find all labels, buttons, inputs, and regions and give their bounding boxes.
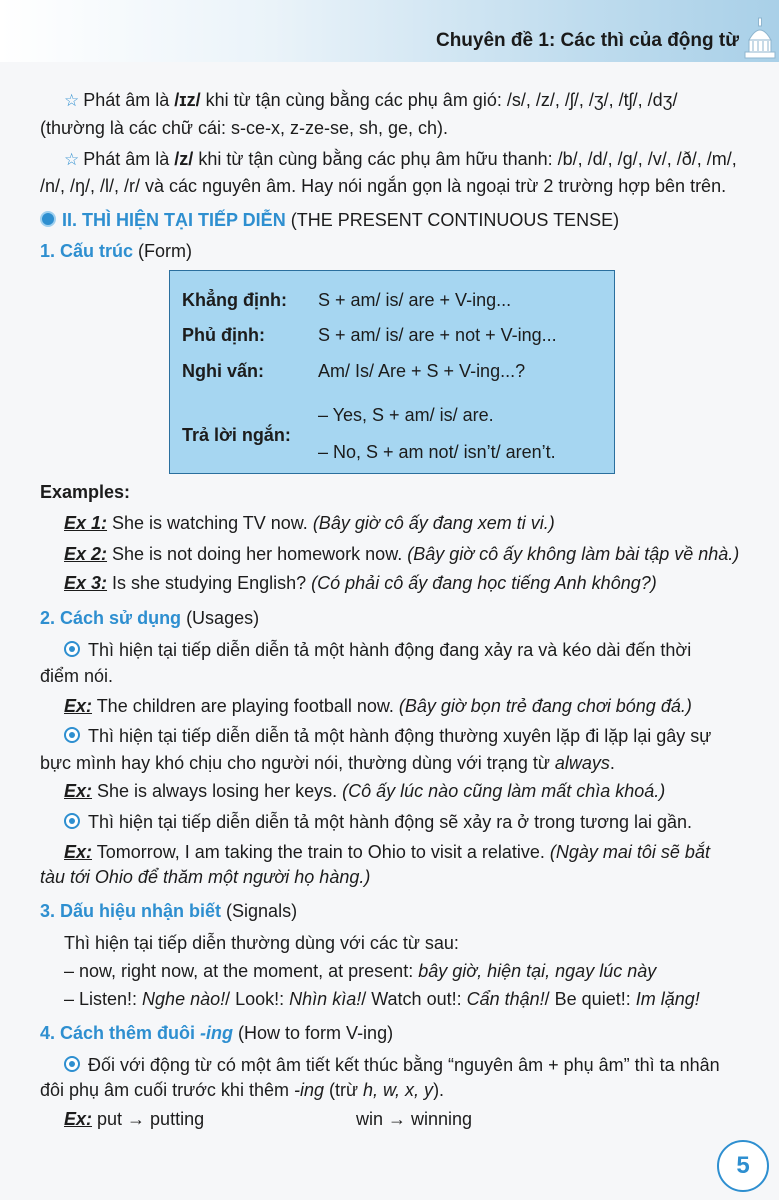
bullet-icon	[64, 1056, 80, 1072]
section-bullet-icon	[40, 211, 56, 227]
usage-2: Thì hiện tại tiếp diễn diễn tả một hành động thường xuyên lặp đi lặp lại gây sự	[64, 724, 711, 748]
usage-3: Thì hiện tại tiếp diễn diễn tả một hành động sẽ xảy ra ở trong tương lai gần.	[64, 810, 692, 834]
signals-line-1: – now, right now, at the moment, at present: bây giờ, hiện tại, ngay lúc này	[64, 961, 657, 981]
bullet-icon	[64, 641, 80, 657]
pronunciation-rule-2: ☆ Phát âm là /z/ khi từ tận cùng bằng các phụ âm hữu thanh: /b/, /d/, /g/, /v/, /ð/, /m/,	[64, 149, 737, 169]
short-answer-no: – No, S + am not/ isn’t/ aren’t.	[318, 442, 556, 462]
chapter-title: Chuyên đề 1: Các thì của động từ	[435, 30, 739, 51]
question-formula: Am/ Is/ Are + S + V-ing...?	[318, 361, 526, 381]
bullet-icon	[64, 727, 80, 743]
ing-example-2: win → winning	[356, 1109, 473, 1129]
affirmative-label: Khẳng định:	[182, 290, 287, 310]
negative-label: Phủ định:	[182, 325, 265, 345]
example-3: Ex 3: Is she studying English? (Có phải cô ấy đang học tiếng Anh không?)	[64, 573, 657, 593]
signals-intro: Thì hiện tại tiếp diễn thường dùng với các từ sau:	[64, 933, 459, 953]
usage-1-example: Ex: The children are playing football now. (Bây giờ bọn trẻ đang chơi bóng đá.)	[64, 696, 692, 716]
page-number: 5	[717, 1140, 769, 1192]
affirmative-formula: S + am/ is/ are + V-ing...	[318, 290, 512, 310]
signals-line-2: – Listen!: Nghe nào!/ Look!: Nhìn kìa!/ Watch out!: Cẩn thận!/ Be quiet!: Im lặng!	[64, 989, 700, 1009]
usages-heading: 2. Cách sử dụng (Usages)	[40, 608, 260, 628]
pronunciation-rule-1: ☆ Phát âm là /ɪz/ khi từ tận cùng bằng các phụ âm gió: /s/, /z/, /ʃ/, /ʒ/, /tʃ/, /dʒ/	[64, 90, 678, 110]
structure-heading: 1. Cấu trúc (Form)	[40, 241, 193, 261]
star-icon: ☆	[64, 150, 80, 169]
pronunciation-rule-2-line2: /n/, /ŋ/, /l/, /r/ và các nguyên âm. Hay nói ngắn gọn là ngoại trừ 2 trường hợp bên trên.	[40, 176, 727, 196]
ing-example: Ex: put → putting	[64, 1109, 205, 1129]
short-answer-yes: – Yes, S + am/ is/ are.	[318, 405, 494, 425]
example-1: Ex 1: She is watching TV now. (Bây giờ cô ấy đang xem ti vi.)	[64, 513, 555, 533]
section-heading: II. THÌ HIỆN TẠI TIẾP DIỄN (THE PRESENT CONTINUOUS TENSE)	[40, 208, 619, 232]
ing-heading: 4. Cách thêm đuôi -ing (How to form V-ing)	[40, 1023, 394, 1043]
pronunciation-rule-1-line2: (thường là các chữ cái: s-ce-x, z-ze-se, sh, ge, ch).	[40, 118, 449, 138]
capitol-dome-icon	[739, 14, 777, 62]
ing-rule-line2: đôi phụ âm cuối trước khi thêm -ing (trừ h, w, x, y).	[40, 1080, 445, 1100]
usage-2-line2: bực mình hay khó chịu cho người nói, thường dùng với trạng từ always.	[40, 753, 615, 773]
structure-table	[169, 270, 615, 474]
short-answer-label: Trả lời ngắn:	[182, 425, 291, 445]
ing-rule: Đối với động từ có một âm tiết kết thúc bằng “nguyên âm + phụ âm” thì ta nhân	[64, 1053, 720, 1077]
star-icon: ☆	[64, 91, 80, 110]
usage-2-example: Ex: She is always losing her keys. (Cô ấy lúc nào cũng làm mất chìa khoá.)	[64, 781, 666, 801]
usage-3-example: Ex: Tomorrow, I am taking the train to Ohio to visit a relative. (Ngày mai tôi sẽ bắt	[64, 842, 710, 862]
bullet-icon	[64, 813, 80, 829]
usage-3-example-line2: tàu tới Ohio để thăm một người họ hàng.)	[40, 867, 371, 887]
example-2: Ex 2: She is not doing her homework now. (Bây giờ cô ấy không làm bài tập về nhà.)	[64, 544, 740, 564]
usage-1-line2: điểm nói.	[40, 666, 114, 686]
signals-heading: 3. Dấu hiệu nhận biết (Signals)	[40, 901, 298, 921]
examples-heading: Examples:	[40, 482, 131, 502]
question-label: Nghi vấn:	[182, 361, 265, 381]
negative-formula: S + am/ is/ are + not + V-ing...	[318, 325, 557, 345]
usage-1: Thì hiện tại tiếp diễn diễn tả một hành động đang xảy ra và kéo dài đến thời	[64, 638, 691, 662]
